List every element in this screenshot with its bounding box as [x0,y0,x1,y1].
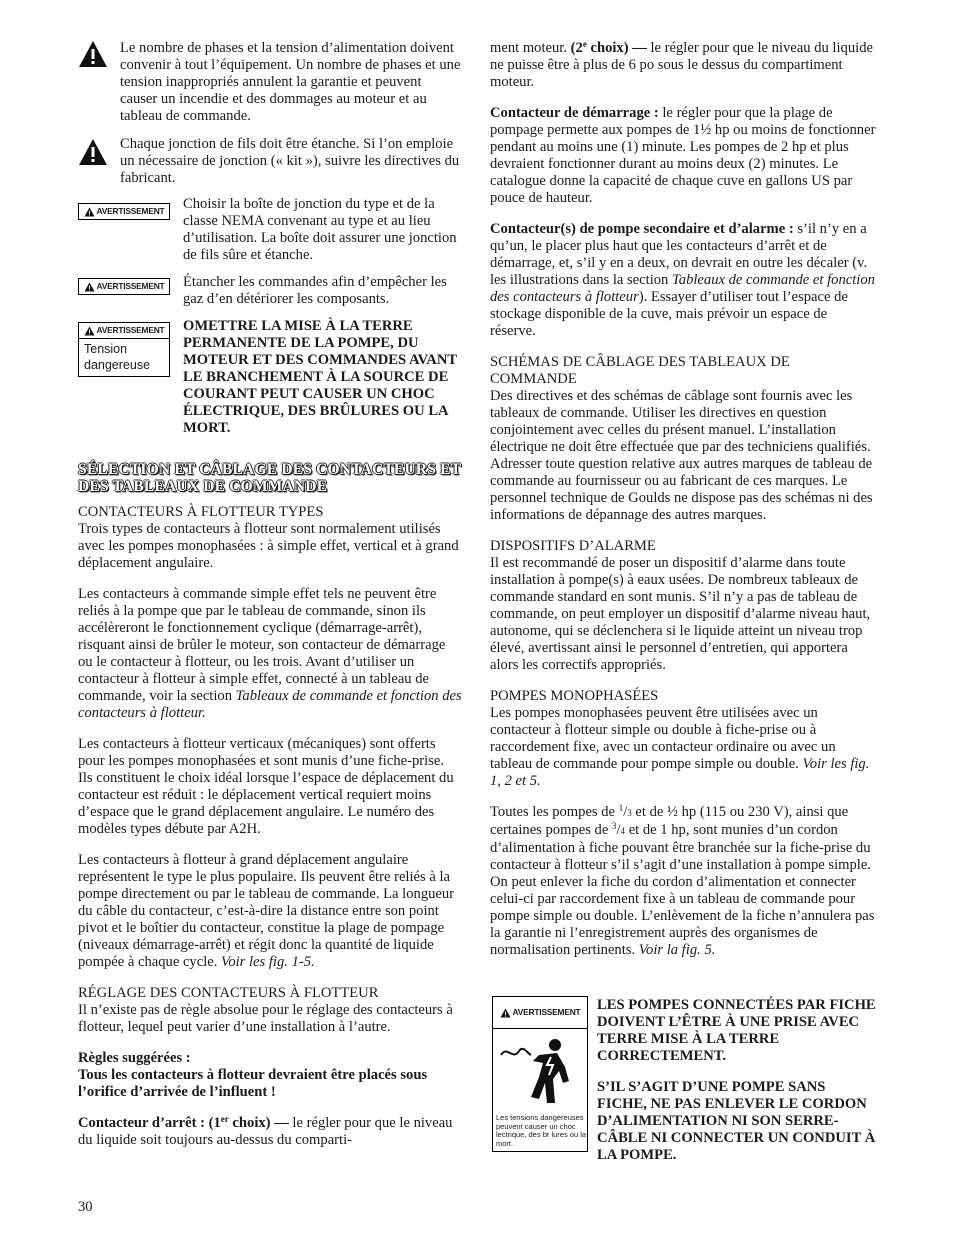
warning-triangle-icon [78,40,108,68]
paragraph-alarme: Il est recommandé de poser un dispositif d’alarme dans toute installation à pompe(s) à eaux usées. De nombreux tableaux de commande standard en sont munis. S’il n’y a pas de tableau de commande, on peut employer un dispositif d’alarme niveau haut, autonome, qui se déclenchera si le liquide atteint un niveau trop élevé, avertissant ainsi le personnel d’entretien, qui apportera alors les correctifs appropriés. [490,555,871,673]
paragraph-secondaire: Contacteur(s) de pompe secondaire et d’alarme : s’il n’y en a qu’un, le placer plus haut que les contacteurs d’arrêt et de démarrage, et, s’il y en a deux, on devrait en outre les décaler (v. les illustrations dans la section Tableaux de commande et fonction des contacteurs à flotteur). Essayer d’utiliser tout l’espace de stockage disponible de la cuve, mais prévoir un espace de réserve. [490,221,875,339]
warning-boite-text: Choisir la boîte de jonction du type et de la classe NEMA convenant au type et au lieu d’utilisation. La boîte doit assurer une jonction de fils sûre et étanche. [183,196,457,263]
warning-phases-text: Le nombre de phases et la tension d’alimentation doivent convenir à tout l’équipement. Un nombre de phases et une tension inappropriés annulent la garantie et peuvent causer un incendie et des dommages au moteur et au tableau de commande. [120,40,461,124]
electric-shock-icon [499,1033,581,1105]
heading-contacteurs-types: CONTACTEURS À FLOTTEUR TYPES [78,504,324,520]
avertissement-label: AVERTISSEMENT [78,322,170,339]
paragraph-demarrage: Contacteur de démarrage : le régler pour que la plage de pompage permette aux pompes de 1½ hp ou moins de fonctionner pendant au moins une (1) minute. Les pompes de 2 hp et plus devraient fonctionner durant au moins deux (2) minutes. Le catalogue donne la capacité de chaque cuve en gallons US par pouce de hauteur. [490,105,876,206]
paragraph-grand-deplacement: Les contacteurs à flotteur à grand déplacement angulaire représentent le type le plus populaire. Ils peuvent être reliés à la pompe directement ou par le tableau de commande. La longueur du câble du contacteur, c’est-à-dire la distance entre son point pivot et le boîtier du contacteur, constitue la plage de pompage (niveaux démarrage-arrêt) et régit donc la quantité de liquide pompée à chaque cycle. Voir les fig. 1-5. [78,852,455,970]
paragraph-monophasees: Les pompes monophasées peuvent être utilisées avec un contacteur à flotteur simple ou double à fiche-prise ou à raccordement fixe, avec un contacteur ordinaire ou avec un tableau de commande pour pompe simple ou double. Voir les fig. 1, 2 et 5. [490,705,870,789]
shock-paragraph-2: S’IL S’AGIT D’UNE POMPE SANS FICHE, NE PAS ENLEVER LE CORDON D’ALIMENTATION NI SON SERRE-CÂBLE NI CONNECTER UN CONDUIT À LA POMPE. [597,1079,876,1163]
paragraph-regles: Règles suggérées : Tous les contacteurs à flotteur devraient être placés sous l’orifice d’arrivée de l’influent ! [78,1050,428,1100]
avertissement-label: AVERTISSEMENT [493,997,587,1029]
paragraph-arret-suite: ment moteur. (2e choix) — le régler pour que le niveau du liquide ne puisse être à plus de 6 po sous le dessus du compartiment moteur. [490,39,873,90]
warning-jonction-text: Chaque jonction de fils doit être étanche. Si l’on emploie un nécessaire de jonction (« kit »), suivre les directives du fabricant. [120,136,460,186]
warning-triangle-icon [500,1008,511,1018]
heading-alarme: DISPOSITIFS D’ALARME [490,538,656,554]
paragraph-schemas: Des directives et des schémas de câblage sont fournis avec les tableaux de commande. Utiliser les directives en question conjointement avec celles du présent manuel. L’installation électrique ne doit être effectuée que par des techniciens qualifiés. Adresser toute question relative aux autres marques de tableau de commande au fournisseur ou au fabricant de ces marques. Le personnel technique de Goulds ne dispose pas des schémas ni des informations de dépannage des autres marques. [490,388,873,523]
heading-schemas: SCHÉMAS DE CÂBLAGE DES TABLEAUX DE COMMANDE [490,354,790,387]
paragraph-verticaux: Les contacteurs à flotteur verticaux (mécaniques) sont offerts pour les pompes monophasées et sont munis d’une fiche-prise. Ils constituent le choix idéal lorsque l’espace de déplacement du contacteur est réduit : le déplacement vertical requiert moins d’espace que le grand déplacement angulaire. Le numéro des modèles types débute par A2H. [78,736,454,837]
paragraph-reglage: Il n’existe pas de règle absolue pour le réglage des contacteurs à flotteur, lequel peut varier d’une installation à l’autre. [78,1002,453,1035]
paragraph-contacteur-arret: Contacteur d’arrêt : (1er choix) — le régler pour que le niveau du liquide soit toujours au-dessus du comparti- [78,1114,453,1148]
tension-dangereuse-caption: Tension dangereuse [78,339,170,377]
paragraph-simple-effet: Les contacteurs à commande simple effet tels ne peuvent être reliés à la pompe que par le tableau de commande, sinon ils accélèreront le fonctionnement cyclique (démarrage-arrêt), risquant ainsi de brûler le moteur, son contacteur de démarrage ou le contacteur à flotteur, ou les trois. Avant d’utiliser un contacteur à flotteur à simple effet, connecté à un tableau de commande, voir la section Tableaux de commande et fonction des contacteurs à flotteur. [78,586,462,721]
block-right-text [490,40,876,973]
warning-etancher-text: Étancher les commandes afin d’empêcher les gaz d’en détériorer les composants. [183,274,447,307]
shock-warning-box [492,996,588,1152]
shock-caption: Les tensions dangereuses peuvent causer un choc lectrique, des br lures ou la mort. [496,1113,587,1148]
paragraph-toutes-pompes: Toutes les pompes de $^1$/3 et de ½ hp (115 ou 230 V), ainsi que certaines pompes de $^3$/4 et de 1 hp, sont munies d’un cordon d’alimentation à fiche pouvant être branchée sur la fiche-prise du contacteur à flotteur s’il s’agit d’une installation à pompe simple. On peut enlever la fiche du cordon d’alimentation et connecter celui-ci par raccordement fixe à un tableau de commande pour pompe simple ou double. L’enlèvement de la fiche n’annulera pas la garantie ni l’enregistrement auprès des organismes de normalisation pertinents. Voir la fig. 5. [490,803,875,958]
warning-triangle-icon [84,326,95,336]
section-title: SÉLECTION ET CÂBLAGE DES CONTACTEURS ET DES TABLEAUX DE COMMANDE [78,461,461,495]
block-contacteurs-types [78,504,462,1163]
heading-monophasees: POMPES MONOPHASÉES [490,688,659,704]
warning-triangle-icon [78,138,108,166]
paragraph-types: Trois types de contacteurs à flotteur sont normalement utilisés avec les pompes monophasées : à simple effet, vertical et à grand déplacement angulaire. [78,521,459,571]
heading-reglage: RÉGLAGE DES CONTACTEURS À FLOTTEUR [78,985,379,1001]
shock-paragraph-1: LES POMPES CONNECTÉES PAR FICHE DOIVENT L’ÊTRE À UNE PRISE AVEC TERRE MISE À LA TERRE CORRECTEMENT. [597,997,876,1064]
page-number: 30 [78,1199,93,1215]
shock-warning-text [597,997,877,1178]
avertissement-label: AVERTISSEMENT [78,278,170,295]
warning-triangle-icon [84,207,95,217]
warning-mise-terre-text: OMETTRE LA MISE À LA TERRE PERMANENTE DE LA POMPE, DU MOTEUR ET DES COMMANDES AVANT LE BRANCHEMENT À LA SOURCE DE COURANT PEUT CAUSER UN CHOC ÉLECTRIQUE, DES BRÛLURES OU LA MORT. [183,318,457,436]
avertissement-label: AVERTISSEMENT [78,203,170,220]
warning-triangle-icon [84,282,95,292]
